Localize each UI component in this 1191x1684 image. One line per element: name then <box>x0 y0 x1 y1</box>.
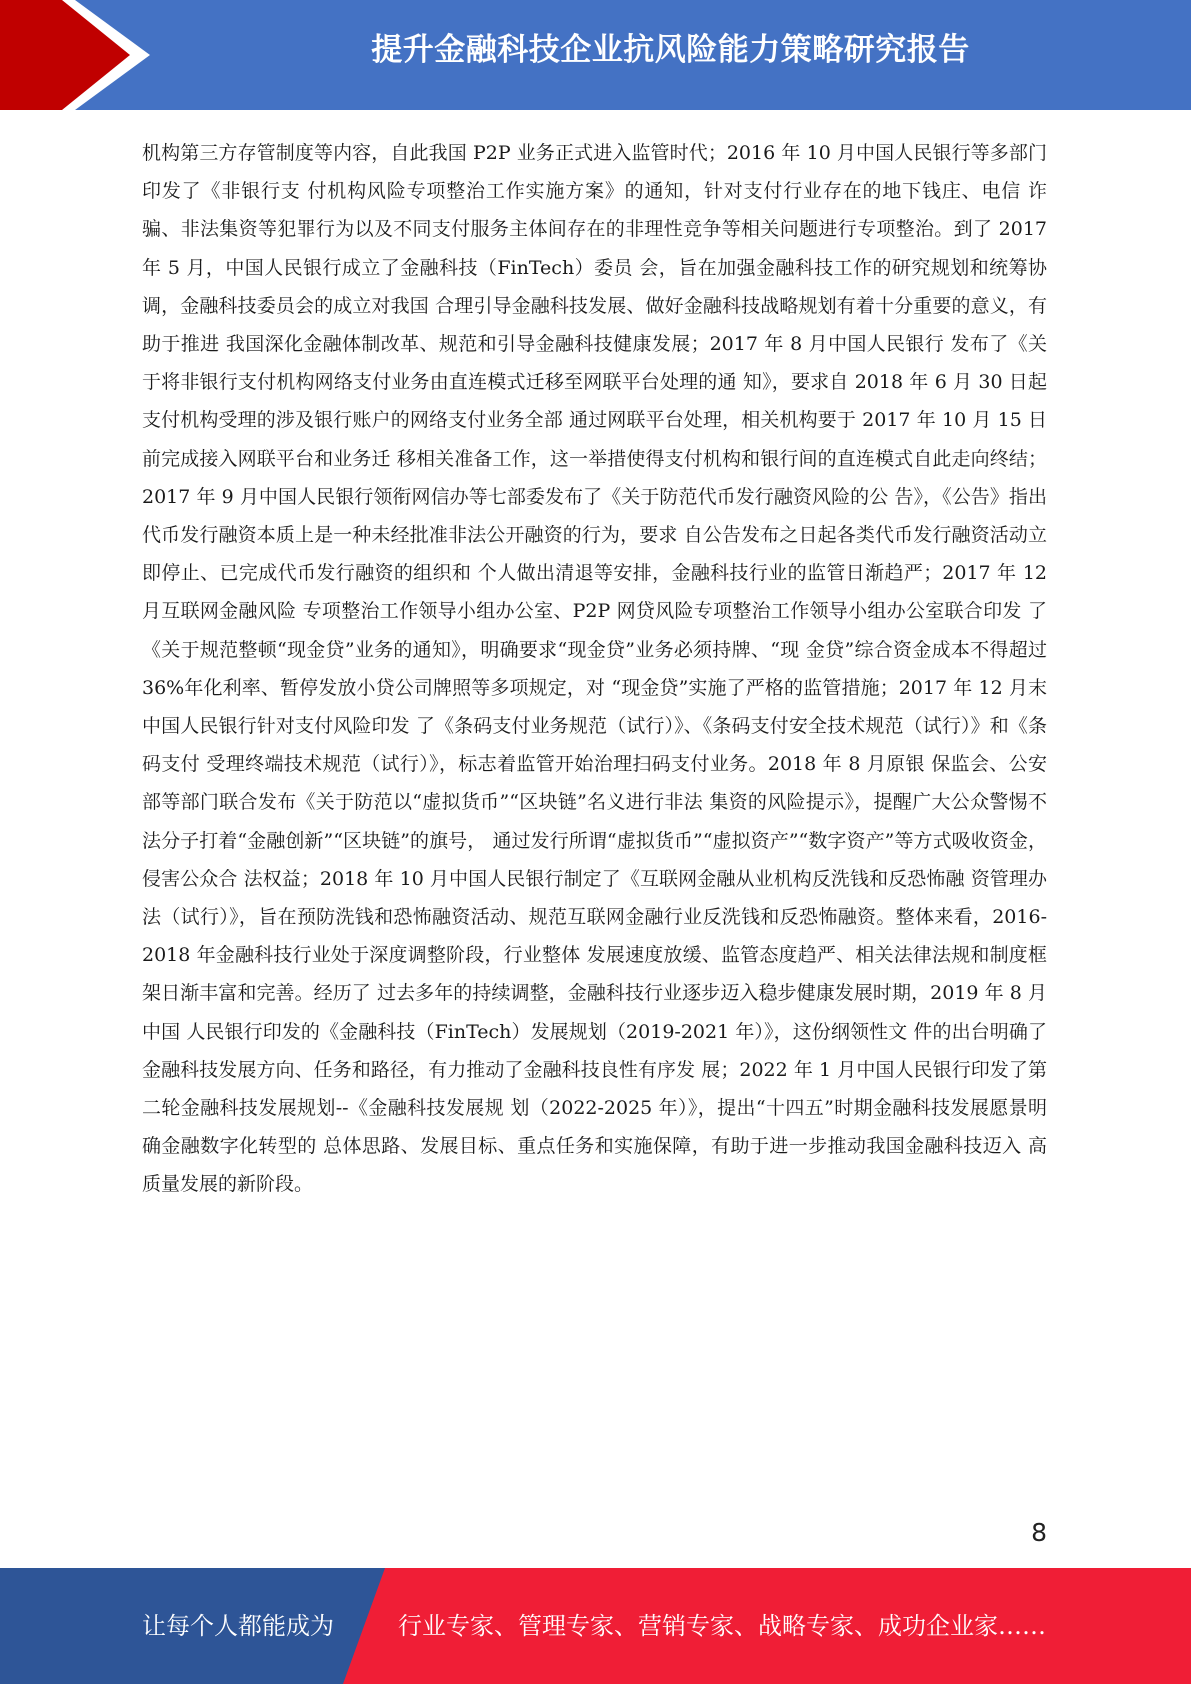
page-number: 8 <box>1031 1518 1047 1547</box>
page-footer <box>0 1568 1191 1684</box>
header-arrow-decoration <box>0 0 150 110</box>
footer-slogan-right: 行业专家、管理专家、营销专家、战略专家、成功企业家…… <box>398 1612 1046 1640</box>
page-header <box>0 0 1191 110</box>
body-paragraph: 机构第三方存管制度等内容，自此我国 P2P 业务正式进入监管时代；2016 年 10 月中国人民银行等多部门印发了《非银行支 付机构风险专项整治工作实施方案》的通知，针对支付行业存在的地下钱庄、电信 诈骗、非法集资等犯罪行为以及不同支付服务主体间存在的非理性竞争等相关问题进行专项整治。到了 2017 年 5 月，中国人民银行成立了金融科技（FinTech）委员 会，旨在加强金融科技工作的研究规划和统筹协调，金融科技委员会的成立对我国 合理引导金融科技发展、做好金融科技战略规划有着十分重要的意义，有助于推进 我国深化金融体制改革、规范和引导金融科技健康发展；2017 年 8 月中国人民银行 发布了《关于将非银行支付机构网络支付业务由直连模式迁移至网联平台处理的通 知》，要求自 2018 年 6 月 30 日起支付机构受理的涉及银行账户的网络支付业务全部 通过网联平台处理，相关机构要于 2017 年 10 月 15 日前完成接入网联平台和业务迁 移相关准备工作，这一举措使得支付机构和银行间的直连模式自此走向终结；2017 年 9 月中国人民银行领衔网信办等七部委发布了《关于防范代币发行融资风险的公 告》，《公告》指出代币发行融资本质上是一种未经批准非法公开融资的行为，要求 自公告发布之日起各类代币发行融资活动立即停止、已完成代币发行融资的组织和 个人做出清退等安排，金融科技行业的监管日渐趋严；2017 年 12 月互联网金融风险 专项整治工作领导小组办公室、P2P 网贷风险专项整治工作领导小组办公室联合印发 了《关于规范整顿“现金贷”业务的通知》，明确要求“现金贷”业务必须持牌、“现 金贷”综合资金成本不得超过 36%年化利率、暂停发放小贷公司牌照等多项规定，对 “现金贷”实施了严格的监管措施；2017 年 12 月末中国人民银行针对支付风险印发 了《条码支付业务规范（试行）》、《条码支付安全技术规范（试行）》和《条码支付 受理终端技术规范（试行）》，标志着监管开始治理扫码支付业务。2018 年 8 月原银 保监会、公安部等部门联合发布《关于防范以“虚拟货币”“区块链”名义进行非法 集资的风险提示》，提醒广大公众警惕不法分子打着“金融创新”“区块链”的旗号， 通过发行所谓“虚拟货币”“虚拟资产”“数字资产”等方式吸收资金，侵害公众合 法权益；2018 年 10 月中国人民银行制定了《互联网金融从业机构反洗钱和反恐怖融 资管理办法（试行）》，旨在预防洗钱和恐怖融资活动、规范互联网金融行业反洗钱和反恐怖融资。整体来看，2016-2018 年金融科技行业处于深度调整阶段，行业整体 发展速度放缓、监管态度趋严、相关法律法规和制度框架日渐丰富和完善。经历了 过去多年的持续调整，金融科技行业逐步迈入稳步健康发展时期，2019 年 8 月中国 人民银行印发的《金融科技（FinTech）发展规划（2019-2021 年）》，这份纲领性文 件的出台明确了金融科技发展方向、任务和路径，有力推动了金融科技良性有序发 展；2022 年 1 月中国人民银行印发了第二轮金融科技发展规划--《金融科技发展规 划（2022-2025 年）》，提出“十四五”时期金融科技发展愿景明确金融数字化转型的 总体思路、发展目标、重点任务和实施保障，有助于进一步推动我国金融科技迈入 高质量发展的新阶段。 <box>142 142 1047 1196</box>
report-title: 提升金融科技企业抗风险能力策略研究报告 <box>371 32 970 68</box>
footer-slogan-left: 让每个人都能成为 <box>142 1612 334 1640</box>
